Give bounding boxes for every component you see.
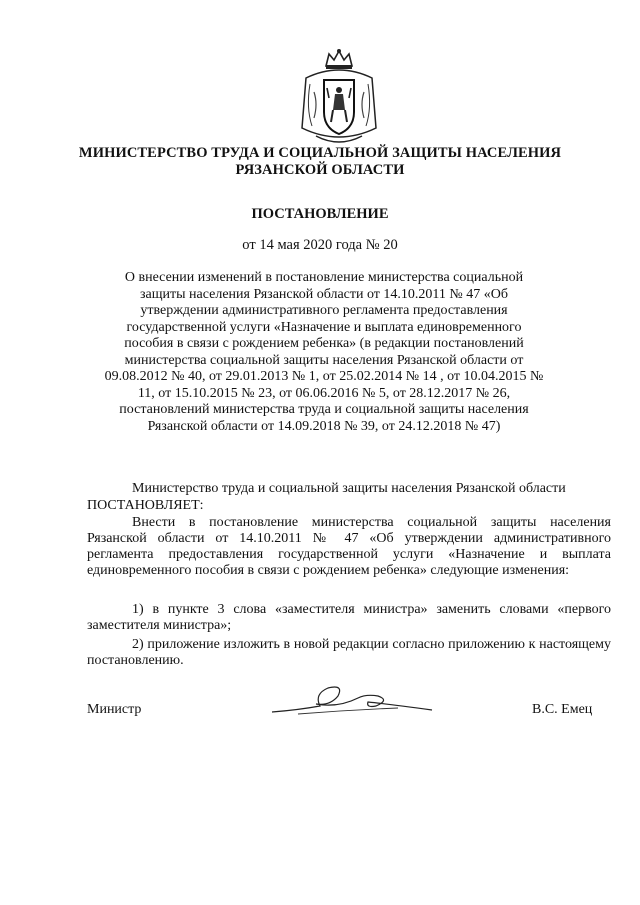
document-subject: О внесении изменений в постановление министерства социальной защиты населения Рязанской области от 14.10.2011 № 47 «Об утверждении административного регламента предоставления государственной услуги «Назначение и выплата единовременного пособия в связи с рождением ребенка» (в редакции постановлений министерства социальной защиты населения Рязанской области от 09.08.2012 № 40, от 29.01.2013 № 1, от 25.02.2014 № 14 , от 10.04.2015 № 11, от 15.10.2015 № 23, от 06.06.2016 № 5, от 28.12.2017 № 26, постановлений министерства труда и социальной защиты населения Рязанской области от 14.09.2018 № 39, от 24.12.2018 № 47): [104, 270, 544, 434]
signatory-title: Министр: [87, 702, 142, 717]
document-date: от 14 мая 2020 года № 20: [242, 237, 398, 253]
body-list-item-1: 1) в пункте 3 слова «заместителя министра» заменить словами «первого заместителя министра»;: [87, 602, 611, 633]
organization-name-line2: РЯЗАНСКОЙ ОБЛАСТИ: [235, 162, 405, 178]
signatory-name: В.С. Емец: [532, 702, 593, 717]
body-paragraph-resolves: ПОСТАНОВЛЯЕТ:: [87, 498, 204, 513]
handwritten-signature: [268, 680, 436, 720]
coat-of-arms-emblem: [296, 48, 382, 150]
body-paragraph-authority: Министерство труда и социальной защиты населения Рязанской области: [132, 481, 566, 496]
document-type: ПОСТАНОВЛЕНИЕ: [251, 206, 389, 222]
body-list-item-2: 2) приложение изложить в новой редакции согласно приложению к настоящему постановлению.: [87, 637, 611, 668]
body-paragraph-amendment: Внести в постановление министерства социальной защиты населения Рязанской области от 14.10.2011 № 47 «Об утверждении административного регламента предоставления государственной услуги «Назначение и выплата единовременного пособия в связи с рождением ребенка» следующие изменения:: [87, 515, 611, 578]
organization-name-line1: МИНИСТЕРСТВО ТРУДА И СОЦИАЛЬНОЙ ЗАЩИТЫ НАСЕЛЕНИЯ: [78, 145, 562, 161]
